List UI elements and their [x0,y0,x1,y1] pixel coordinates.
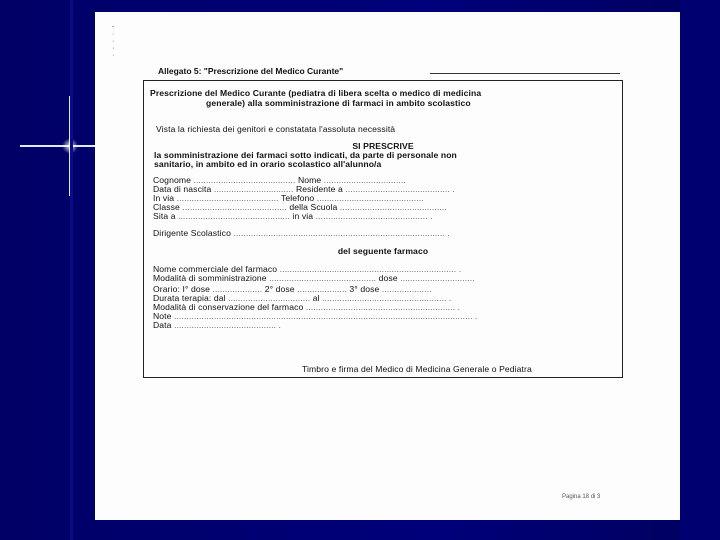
classe-label: Classe [153,202,180,212]
dose2-label: 2° dose [264,284,295,294]
conservazione-label: Modalità di conservazione del farmaco [153,302,304,312]
data-label: Data [153,320,172,330]
data-field: Data ......................................... . [153,320,282,330]
cognome-field: Cognome ......................................... Nome ................................. [153,175,406,185]
farmaco-heading: del seguente farmaco [337,246,429,256]
box-title-line1: Prescrizione del Medico Curante (pediatra di libera scelta o medico di medicina [150,88,482,98]
durata-field: Durata terapia: dal ................................. al .................................................. . [153,293,452,303]
cognome-label: Cognome [153,175,191,185]
modalita-field: Modalità di somministrazione ........................................... dose .............................. [153,273,475,283]
page-footer: Pagina 18 di 3 [562,494,601,500]
conservazione-field: Modalità di conservazione del farmaco ............................................................ . [153,302,461,312]
signature-line: Timbro e firma del Medico di Medicina Generale o Pediatra [302,364,532,374]
intro-text: Vista la richiesta dei genitori e constatata l'assoluta necessità [156,124,396,134]
note-field: Note ........................................................................................................................ . [153,311,478,321]
dirigente-field: Dirigente Scolastico ..................................................................................... . [153,228,450,238]
telefono-label: Telefono [280,193,315,203]
orario-label: Orario: I° dose [153,284,210,294]
si-prescrive-heading: SI PRESCRIVE [352,141,414,151]
durata-label: Durata terapia: dal [153,293,226,303]
document-header: Allegato 5: "Prescrizione del Medico Curante" [158,66,344,76]
in-via-label: in via [292,211,314,221]
dose-label: dose [378,273,398,283]
nascita-field: Data di nascita ................................ Residente a .......................................... . [153,184,455,194]
desc-line2: sanitario, in ambito ed in orario scolastico all'alunno/a [154,159,382,169]
dirigente-label: Dirigente Scolastico [153,228,231,238]
orario-field: Orario: I° dose .................... 2° dose .................... 3° dose .................... [153,284,432,294]
prescription-box [143,80,623,378]
sita-field: Sita a ............................................. in via ............................................. . [153,211,433,221]
note-label: Note [153,311,172,321]
left-stripe [70,0,73,540]
nome-label: Nome [297,175,322,185]
residente-label: Residente a [295,184,343,194]
right-band [680,0,720,540]
data-nascita-label: Data di nascita [153,184,212,194]
margin-marks: - · · · · [112,24,115,59]
dose3-label: 3° dose [349,284,380,294]
via-field: In via ......................................... Telefono ........................................... [153,193,424,203]
modalita-label: Modalità di somministrazione [153,273,267,283]
scuola-label: della Scuola [289,202,338,212]
nome-commerciale-field: Nome commerciale del farmaco ....................................................................... . [153,264,462,274]
desc-line1: la somministrazione dei farmaci sotto indicati, da parte di personale non [154,150,457,160]
via-label: In via [153,193,175,203]
classe-field: Classe .......................................... della Scuola ........................................... [153,202,447,212]
sita-label: Sita a [153,211,176,221]
header-rule [430,73,620,74]
box-title-line2: generale) alla somministrazione di farmaci in ambito scolastico [206,98,471,108]
nome-commerciale-label: Nome commerciale del farmaco [153,264,278,274]
al-label: al [312,293,320,303]
